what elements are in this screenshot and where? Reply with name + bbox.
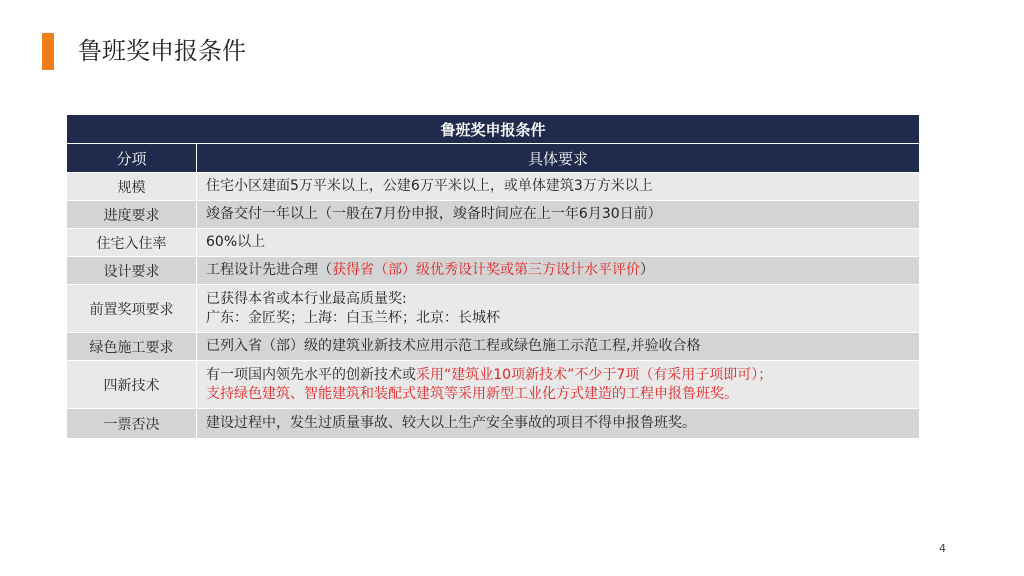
row-requirement: 建设过程中，发生过质量事故、较大以上生产安全事故的项目不得申报鲁班奖。 bbox=[197, 409, 920, 439]
requirement-highlight: 采用“建筑业10项新技术”不少于7项（有采用子项即可）； bbox=[416, 366, 773, 383]
table-header-row bbox=[67, 144, 920, 173]
table-row bbox=[67, 409, 920, 439]
row-requirement: 已列入省（部）级的建筑业新技术应用示范工程或绿色施工示范工程,并验收合格 bbox=[197, 333, 920, 361]
row-item-label: 进度要求 bbox=[67, 201, 197, 229]
row-item-label: 绿色施工要求 bbox=[67, 333, 197, 361]
table-row bbox=[67, 361, 920, 409]
row-requirement bbox=[197, 361, 920, 409]
row-requirement: 60%以上 bbox=[197, 229, 920, 257]
row-item-label: 一票否决 bbox=[67, 409, 197, 439]
table-row bbox=[67, 257, 920, 285]
slide-title: 鲁班奖申报条件 bbox=[78, 37, 246, 65]
requirement-text: 工程设计先进合理（ bbox=[206, 262, 332, 278]
requirements-table bbox=[66, 114, 920, 439]
requirement-line bbox=[206, 366, 919, 385]
requirement-line: 广东：金匠奖；上海：白玉兰杯；北京：长城杯 bbox=[206, 309, 500, 326]
row-requirement: 住宅小区建面5万平米以上，公建6万平米以上，或单体建筑3万方米以上 bbox=[197, 173, 920, 201]
row-item-label: 规模 bbox=[67, 173, 197, 201]
table-row bbox=[67, 173, 920, 201]
row-requirement bbox=[197, 285, 920, 333]
requirement-text: 有一项国内领先水平的创新技术或 bbox=[206, 366, 416, 383]
row-item-label: 设计要求 bbox=[67, 257, 197, 285]
requirement-line: 已获得本省或本行业最高质量奖: bbox=[206, 290, 407, 307]
title-accent-bar bbox=[42, 33, 54, 70]
requirement-highlight: 获得省（部）级优秀设计奖或第三方设计水平评价 bbox=[332, 262, 640, 278]
table-row bbox=[67, 229, 920, 257]
column-header-item: 分项 bbox=[67, 144, 197, 173]
table-row bbox=[67, 285, 920, 333]
table-caption-row bbox=[67, 115, 920, 144]
table-caption: 鲁班奖申报条件 bbox=[67, 115, 920, 144]
row-requirement: 竣备交付一年以上（一般在7月份申报，竣备时间应在上一年6月30日前） bbox=[197, 201, 920, 229]
table-row bbox=[67, 333, 920, 361]
table-row bbox=[67, 201, 920, 229]
requirement-highlight-line: 支持绿色建筑、智能建筑和装配式建筑等采用新型工业化方式建造的工程申报鲁班奖。 bbox=[206, 385, 738, 402]
requirement-text: ） bbox=[640, 262, 654, 278]
row-item-label: 住宅入住率 bbox=[67, 229, 197, 257]
row-requirement bbox=[197, 257, 920, 285]
page-number: 4 bbox=[939, 542, 946, 555]
column-header-requirement: 具体要求 bbox=[197, 144, 920, 173]
row-item-label: 前置奖项要求 bbox=[67, 285, 197, 333]
row-item-label: 四新技术 bbox=[67, 361, 197, 409]
